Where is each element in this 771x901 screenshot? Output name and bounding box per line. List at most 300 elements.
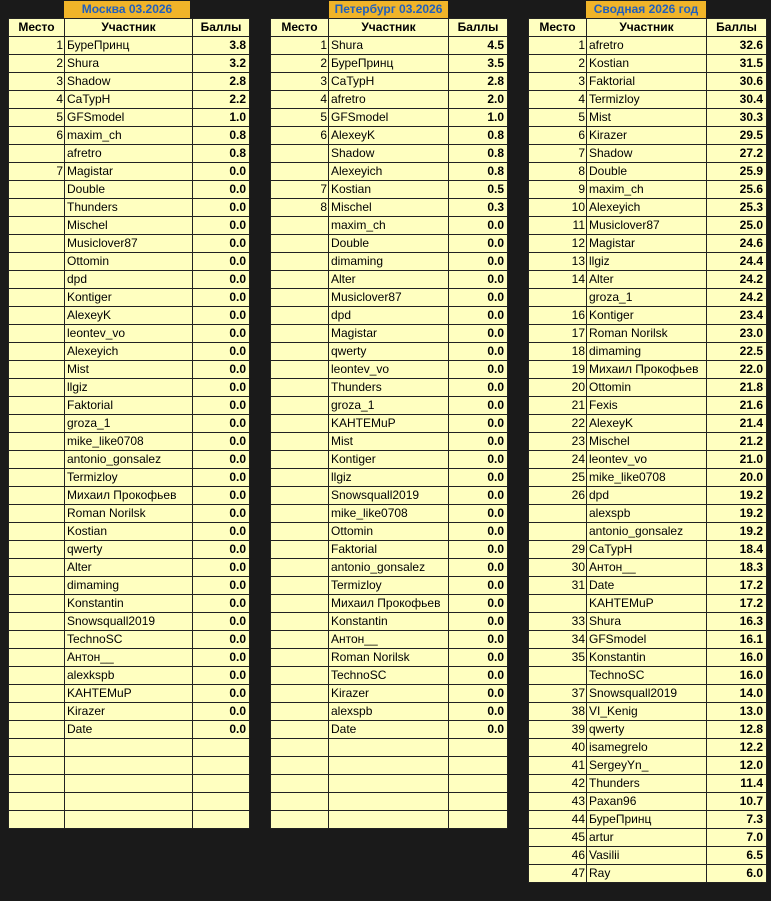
participant-cell: Double — [65, 181, 193, 199]
table-row — [529, 577, 767, 595]
place-cell: 34 — [529, 631, 587, 649]
participant-cell: Kostian — [587, 55, 707, 73]
table-row — [9, 235, 250, 253]
table-row — [9, 91, 250, 109]
table-row — [271, 487, 508, 505]
table-row — [271, 685, 508, 703]
participant-cell — [65, 757, 193, 775]
score-cell: 0.0 — [449, 379, 508, 397]
table-row — [529, 847, 767, 865]
score-cell: 7.0 — [707, 829, 767, 847]
place-cell — [271, 757, 329, 775]
table-row — [529, 181, 767, 199]
table-row — [9, 631, 250, 649]
place-cell — [9, 433, 65, 451]
place-cell — [9, 199, 65, 217]
place-cell — [9, 343, 65, 361]
participant-cell: Roman Norilsk — [329, 649, 449, 667]
participant-cell: Ottomin — [329, 523, 449, 541]
place-cell: 1 — [9, 37, 65, 55]
participant-cell: qwerty — [329, 343, 449, 361]
participant-cell: groza_1 — [329, 397, 449, 415]
participant-cell: Faktorial — [587, 73, 707, 91]
table-row — [9, 595, 250, 613]
participant-cell: AlexeyK — [65, 307, 193, 325]
place-cell: 42 — [529, 775, 587, 793]
place-cell — [271, 415, 329, 433]
participant-cell — [329, 739, 449, 757]
table-row — [9, 145, 250, 163]
participant-cell: Антон__ — [587, 559, 707, 577]
score-cell: 7.3 — [707, 811, 767, 829]
participant-cell: CaTypH — [329, 73, 449, 91]
table-row — [529, 487, 767, 505]
participant-cell: Mischel — [329, 199, 449, 217]
participant-cell: Kirazer — [65, 703, 193, 721]
participant-cell: Shura — [329, 37, 449, 55]
table-row — [271, 127, 508, 145]
place-cell: 4 — [9, 91, 65, 109]
score-cell: 0.0 — [193, 379, 250, 397]
participant-cell: Thunders — [65, 199, 193, 217]
participant-cell: Ottomin — [587, 379, 707, 397]
participant-cell: Mist — [65, 361, 193, 379]
place-cell: 40 — [529, 739, 587, 757]
table-row — [271, 307, 508, 325]
place-cell — [9, 613, 65, 631]
table-row — [529, 37, 767, 55]
score-cell: 0.0 — [449, 451, 508, 469]
score-cell: 24.4 — [707, 253, 767, 271]
summary-title: Сводная 2026 год — [586, 1, 706, 18]
participant-cell — [329, 757, 449, 775]
score-cell: 0.0 — [193, 613, 250, 631]
score-cell — [193, 739, 250, 757]
place-cell — [271, 649, 329, 667]
table-row — [9, 253, 250, 271]
participant-cell: KAHTEMuP — [587, 595, 707, 613]
table-row — [529, 253, 767, 271]
participant-cell: Konstantin — [587, 649, 707, 667]
place-cell — [9, 649, 65, 667]
place-cell: 19 — [529, 361, 587, 379]
place-cell: 5 — [271, 109, 329, 127]
header-score: Баллы — [707, 19, 767, 37]
score-cell: 17.2 — [707, 595, 767, 613]
score-cell: 0.0 — [449, 487, 508, 505]
table-row — [271, 721, 508, 739]
place-cell — [9, 379, 65, 397]
place-cell — [9, 685, 65, 703]
participant-cell: isamegrelo — [587, 739, 707, 757]
score-cell: 0.0 — [193, 199, 250, 217]
score-cell: 0.0 — [193, 505, 250, 523]
participant-cell: Alexeyich — [329, 163, 449, 181]
place-cell: 41 — [529, 757, 587, 775]
score-cell: 11.4 — [707, 775, 767, 793]
place-cell: 20 — [529, 379, 587, 397]
participant-cell: afretro — [587, 37, 707, 55]
score-cell: 3.5 — [449, 55, 508, 73]
participant-cell: Kostian — [65, 523, 193, 541]
participant-cell: qwerty — [65, 541, 193, 559]
score-cell: 0.0 — [193, 271, 250, 289]
participant-cell: Magistar — [587, 235, 707, 253]
score-cell: 0.0 — [449, 631, 508, 649]
empty-row — [9, 757, 250, 775]
table-row — [9, 109, 250, 127]
participant-cell: antonio_gonsalez — [65, 451, 193, 469]
score-cell: 25.9 — [707, 163, 767, 181]
table-row — [529, 595, 767, 613]
table-row — [9, 667, 250, 685]
participant-cell: Double — [329, 235, 449, 253]
score-cell: 19.2 — [707, 523, 767, 541]
participant-cell: Faktorial — [329, 541, 449, 559]
score-cell: 0.8 — [449, 163, 508, 181]
participant-cell: Kostian — [329, 181, 449, 199]
participant-cell: Termizloy — [329, 577, 449, 595]
table-row — [271, 343, 508, 361]
place-cell — [271, 541, 329, 559]
score-cell: 0.0 — [193, 325, 250, 343]
place-cell: 2 — [271, 55, 329, 73]
table-row — [529, 667, 767, 685]
place-cell — [271, 559, 329, 577]
place-cell — [271, 685, 329, 703]
table-row — [9, 37, 250, 55]
place-cell — [9, 793, 65, 811]
place-cell: 30 — [529, 559, 587, 577]
header-score: Баллы — [449, 19, 508, 37]
place-cell — [271, 163, 329, 181]
participant-cell: Date — [587, 577, 707, 595]
empty-row — [9, 793, 250, 811]
table-row — [529, 109, 767, 127]
participant-cell: alexspb — [329, 703, 449, 721]
place-cell: 7 — [271, 181, 329, 199]
place-cell: 18 — [529, 343, 587, 361]
place-cell — [271, 811, 329, 829]
place-cell: 8 — [529, 163, 587, 181]
place-cell: 16 — [529, 307, 587, 325]
place-cell — [529, 595, 587, 613]
place-cell — [9, 757, 65, 775]
table-row — [529, 217, 767, 235]
place-cell: 1 — [271, 37, 329, 55]
place-cell — [9, 559, 65, 577]
participant-cell: antonio_gonsalez — [329, 559, 449, 577]
participant-cell: dpd — [65, 271, 193, 289]
score-cell — [193, 775, 250, 793]
score-cell: 0.0 — [449, 307, 508, 325]
participant-cell: mike_like0708 — [329, 505, 449, 523]
place-cell — [271, 325, 329, 343]
participant-cell: AlexeyK — [587, 415, 707, 433]
participant-cell: dimaming — [587, 343, 707, 361]
table-row — [529, 811, 767, 829]
table-row — [9, 397, 250, 415]
table-row — [271, 91, 508, 109]
participant-cell: Musiclover87 — [329, 289, 449, 307]
score-cell: 16.3 — [707, 613, 767, 631]
participant-cell: groza_1 — [587, 289, 707, 307]
participant-cell: leontev_vo — [329, 361, 449, 379]
score-cell: 14.0 — [707, 685, 767, 703]
score-cell: 0.0 — [193, 649, 250, 667]
participant-cell: Kontiger — [329, 451, 449, 469]
place-cell — [271, 271, 329, 289]
table-row — [9, 55, 250, 73]
score-cell: 4.5 — [449, 37, 508, 55]
score-cell: 0.8 — [193, 145, 250, 163]
score-cell: 12.0 — [707, 757, 767, 775]
table-row — [529, 91, 767, 109]
place-cell: 9 — [529, 181, 587, 199]
place-cell: 3 — [9, 73, 65, 91]
participant-cell: afretro — [329, 91, 449, 109]
place-cell — [9, 739, 65, 757]
table-row — [271, 145, 508, 163]
score-cell: 0.0 — [193, 217, 250, 235]
place-cell — [9, 595, 65, 613]
score-cell: 0.0 — [449, 397, 508, 415]
score-cell: 22.5 — [707, 343, 767, 361]
score-cell: 0.8 — [193, 127, 250, 145]
place-cell: 6 — [271, 127, 329, 145]
place-cell: 21 — [529, 397, 587, 415]
participant-cell: Shura — [65, 55, 193, 73]
participant-cell: alexspb — [587, 505, 707, 523]
participant-cell: CaTypH — [65, 91, 193, 109]
place-cell — [9, 397, 65, 415]
participant-cell: Shadow — [329, 145, 449, 163]
place-cell: 12 — [529, 235, 587, 253]
table-row — [529, 649, 767, 667]
participant-cell: БуреПринц — [587, 811, 707, 829]
participant-cell: Kirazer — [587, 127, 707, 145]
table-row — [529, 379, 767, 397]
participant-cell: dimaming — [65, 577, 193, 595]
score-cell: 30.4 — [707, 91, 767, 109]
participant-cell: alexkspb — [65, 667, 193, 685]
score-cell: 0.0 — [193, 703, 250, 721]
score-cell: 22.0 — [707, 361, 767, 379]
participant-cell: Magistar — [65, 163, 193, 181]
participant-cell: Konstantin — [65, 595, 193, 613]
place-cell — [271, 595, 329, 613]
place-cell — [271, 361, 329, 379]
table-row — [529, 523, 767, 541]
place-cell — [271, 775, 329, 793]
place-cell: 7 — [529, 145, 587, 163]
score-cell: 0.0 — [193, 631, 250, 649]
score-cell: 0.0 — [193, 667, 250, 685]
table-row — [271, 235, 508, 253]
place-cell — [271, 667, 329, 685]
score-cell: 0.0 — [449, 667, 508, 685]
table-row — [529, 469, 767, 487]
place-cell: 2 — [9, 55, 65, 73]
score-cell: 30.6 — [707, 73, 767, 91]
participant-cell: Konstantin — [329, 613, 449, 631]
score-cell — [193, 793, 250, 811]
score-cell: 0.0 — [449, 649, 508, 667]
score-cell: 29.5 — [707, 127, 767, 145]
score-cell: 0.0 — [449, 703, 508, 721]
participant-cell — [65, 811, 193, 829]
participant-cell: qwerty — [587, 721, 707, 739]
place-cell: 5 — [529, 109, 587, 127]
empty-row — [9, 775, 250, 793]
participant-cell: llgiz — [587, 253, 707, 271]
place-cell — [271, 343, 329, 361]
table-row — [9, 343, 250, 361]
table-row — [9, 379, 250, 397]
place-cell — [271, 307, 329, 325]
place-cell: 26 — [529, 487, 587, 505]
table-row — [9, 415, 250, 433]
summary-table — [528, 18, 767, 883]
empty-row — [271, 793, 508, 811]
place-cell: 31 — [529, 577, 587, 595]
table-row — [529, 865, 767, 883]
participant-cell: Date — [329, 721, 449, 739]
score-cell: 0.0 — [193, 721, 250, 739]
header-score: Баллы — [193, 19, 250, 37]
place-cell: 46 — [529, 847, 587, 865]
moscow-table — [8, 18, 250, 829]
score-cell: 23.0 — [707, 325, 767, 343]
participant-cell: Termizloy — [587, 91, 707, 109]
table-row — [271, 613, 508, 631]
table-row — [529, 289, 767, 307]
table-row — [529, 325, 767, 343]
header-participant: Участник — [65, 19, 193, 37]
place-cell: 33 — [529, 613, 587, 631]
table-row — [271, 433, 508, 451]
table-row — [271, 55, 508, 73]
table-row — [9, 289, 250, 307]
participant-cell: TechnoSC — [65, 631, 193, 649]
score-cell: 16.0 — [707, 667, 767, 685]
score-cell: 0.0 — [449, 523, 508, 541]
score-cell: 0.0 — [193, 163, 250, 181]
participant-cell: artur — [587, 829, 707, 847]
participant-cell: Kontiger — [587, 307, 707, 325]
score-cell: 0.0 — [449, 433, 508, 451]
participant-cell: Thunders — [329, 379, 449, 397]
table-row — [529, 829, 767, 847]
header-row — [9, 19, 250, 37]
place-cell — [271, 739, 329, 757]
place-cell: 7 — [9, 163, 65, 181]
participant-cell: Shadow — [65, 73, 193, 91]
place-cell: 43 — [529, 793, 587, 811]
score-cell: 0.0 — [193, 361, 250, 379]
participant-cell: GFSmodel — [329, 109, 449, 127]
score-cell: 0.0 — [193, 523, 250, 541]
score-cell: 0.0 — [449, 505, 508, 523]
table-row — [271, 649, 508, 667]
table-row — [529, 235, 767, 253]
participant-cell: Михаил Прокофьев — [65, 487, 193, 505]
place-cell — [271, 523, 329, 541]
table-row — [9, 217, 250, 235]
place-cell — [271, 253, 329, 271]
table-row — [271, 163, 508, 181]
score-cell: 0.0 — [193, 397, 250, 415]
score-cell: 0.0 — [193, 235, 250, 253]
participant-cell: llgiz — [65, 379, 193, 397]
place-cell: 11 — [529, 217, 587, 235]
participant-cell: leontev_vo — [65, 325, 193, 343]
participant-cell: Snowsquall2019 — [65, 613, 193, 631]
score-cell: 21.0 — [707, 451, 767, 469]
score-cell: 12.2 — [707, 739, 767, 757]
table-row — [9, 451, 250, 469]
participant-cell: Musiclover87 — [65, 235, 193, 253]
participant-cell — [65, 793, 193, 811]
table-row — [9, 361, 250, 379]
score-cell: 0.0 — [193, 289, 250, 307]
header-participant: Участник — [587, 19, 707, 37]
place-cell: 10 — [529, 199, 587, 217]
place-cell — [271, 379, 329, 397]
participant-cell: maxim_ch — [65, 127, 193, 145]
score-cell: 19.2 — [707, 505, 767, 523]
score-cell: 0.0 — [449, 361, 508, 379]
place-cell: 4 — [271, 91, 329, 109]
score-cell: 0.0 — [193, 469, 250, 487]
place-cell: 24 — [529, 451, 587, 469]
spb-table — [270, 18, 508, 829]
table-row — [271, 577, 508, 595]
table-row — [9, 703, 250, 721]
participant-cell: Paxan96 — [587, 793, 707, 811]
table-row — [271, 37, 508, 55]
place-cell — [9, 253, 65, 271]
participant-cell: Termizloy — [65, 469, 193, 487]
participant-cell: mike_like0708 — [65, 433, 193, 451]
participant-cell: Roman Norilsk — [587, 325, 707, 343]
table-row — [271, 181, 508, 199]
table-row — [9, 613, 250, 631]
place-cell: 6 — [9, 127, 65, 145]
score-cell: 0.0 — [449, 289, 508, 307]
participant-cell: Alter — [65, 559, 193, 577]
score-cell — [449, 757, 508, 775]
participant-cell: Mischel — [65, 217, 193, 235]
score-cell: 19.2 — [707, 487, 767, 505]
participant-cell: maxim_ch — [587, 181, 707, 199]
place-cell — [271, 451, 329, 469]
participant-cell: Snowsquall2019 — [329, 487, 449, 505]
participant-cell — [65, 775, 193, 793]
place-cell — [9, 703, 65, 721]
participant-cell: Антон__ — [65, 649, 193, 667]
place-cell — [9, 307, 65, 325]
table-row — [271, 325, 508, 343]
table-row — [529, 631, 767, 649]
table-row — [9, 127, 250, 145]
score-cell: 3.8 — [193, 37, 250, 55]
place-cell — [9, 325, 65, 343]
spb-title: Петербург 03.2026 — [329, 1, 448, 18]
table-row — [529, 343, 767, 361]
participant-cell: Magistar — [329, 325, 449, 343]
place-cell — [9, 487, 65, 505]
